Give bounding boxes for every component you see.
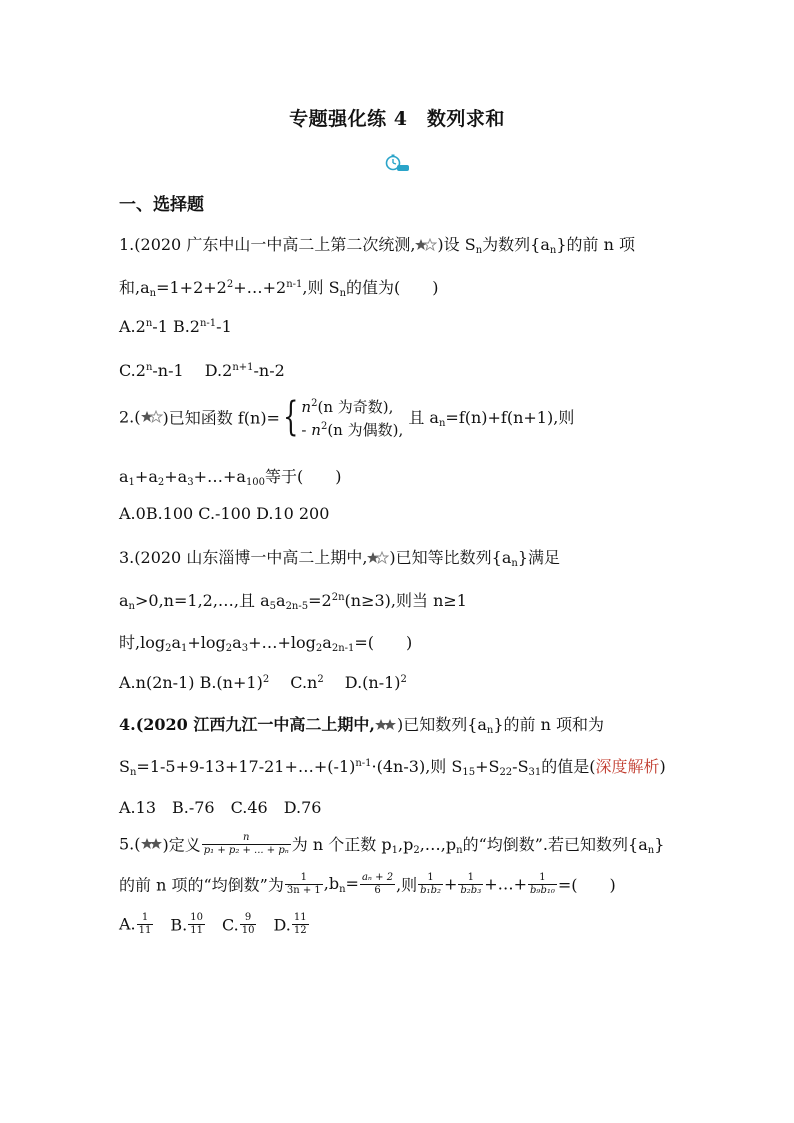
fraction: $\frac{1}{\text{b₉b₁₀}}$ [530,872,555,896]
question-4-options: A.13 B.-76 C.46 D.76 [119,798,322,817]
mean-reciprocal-fraction: $\frac{n}{\text{p₁ + p₂ + ... + pₙ}}$ [203,832,289,856]
section-heading: 一、选择题 [119,195,204,215]
fraction: $\frac{1}{\text{b₁b₂}}$ [420,872,441,896]
question-2-line-2: $a_1+a_2+a_3+\dots+a_{100}$等于( ) [119,467,342,488]
question-1-options-ab: A.2$^n$-1 B.2$^{n-1}$-1 [119,317,232,336]
fraction: $\frac{1}{\text{b₂b₃}}$ [460,872,482,896]
question-3-line-2: $a_n>0,n=1,2,\dots$,且 $a_5a_{2n-5}=2^{2n}(n\ge 3)$,则当 n≥1 [119,591,467,612]
question-5-line-2: 的前 n 项的“均倒数”为 $\frac{1}{3n + 1}$ $,b_n=$ $\frac{\text{aₙ + 2}}{6}$ ,则 $\frac{1}{\text{b₁b₂}}$ + $\frac{1}{\text{b₂b₃}}$ +…+ $\frac{1}{\text{b₉b₁₀}}$ =( ) [119,872,616,896]
difficulty-stars-icon [367,551,389,565]
fraction: $\frac{\text{aₙ + 2}}{6}$ [361,872,394,896]
question-1-line-1: 1.(2020 广东中山一中高二上第二次统测, )设 $S_n$为数列$\{a_n\}$的前 n 项 [119,235,636,256]
question-1-line-2: 和$,a_n=1+2+2^2+\dots+2^{n-1}$,则 $S_n$的值为( ) [119,278,439,299]
difficulty-stars-icon [141,837,163,851]
question-3-line-3: 时$,\log_2a_1+\log_2a_3+\dots+\log_2a_{2n-1}=$( ) [119,633,413,654]
difficulty-stars-icon [415,238,437,252]
question-3-options: A.n(2n-1) $B.(n+1)^2$ $C.n^2$ $D.(n-1)^2$ [119,673,407,692]
question-4-line-2: $S_n=1-5+9-13+17-21+\dots+(-1)^{n-1}\cdot(4n-3)$,则 $S_{15}+S_{22}-S_{31}$的值是(深度解析) [119,757,666,778]
fraction: $\frac{1}{3n + 1}$ [286,872,321,896]
difficulty-stars-icon [375,718,397,732]
fraction: $\frac{11}{12}$ [293,912,307,936]
deep-analysis-link[interactable]: 深度解析 [595,757,660,776]
question-2-options: A.0B.100 C.-100 D.10 200 [119,504,330,523]
question-2-line-1: 2.( )已知函数 f(n)={ $n^2(n$ 为奇数), - $n^2(n$ 为偶数), 且 $a_n=f(n)+f(n+1)$,则 [119,394,575,440]
question-1-options-cd: C.2$^n$-n-1 $D.2^{n+1}-n-2$ [119,361,285,380]
question-5-options: A. $\frac{1}{11}$ B. $\frac{10}{11}$ C. $\frac{9}{10}$ D. $\frac{11}{12}$ [119,912,307,936]
difficulty-stars-icon [141,410,163,424]
question-4-line-1: 4.(2020 江西九江一中高二上期中, )已知数列$\{a_n\}$的前 n 项和为 [119,715,605,736]
fraction: $\frac{1}{11}$ [138,912,152,936]
piecewise-brace: { [283,394,299,440]
piecewise-cases: $n^2(n$ 为奇数), - $n^2(n$ 为偶数), [301,398,404,439]
fraction: $\frac{10}{11}$ [190,912,203,936]
stopwatch-icon [384,154,410,172]
page-title: 专题强化练 4 数列求和 [289,108,505,130]
question-5-line-1: 5.( )定义 $\frac{n}{\text{p₁ + p₂ + ... + pₙ}}$ 为 n 个正数 $p_1,p_2,\dots,p_n$的“均倒数”.若已知数列$\{a_n\}$ [119,832,665,856]
question-3-line-1: 3.(2020 山东淄博一中高二上期中, )已知等比数列$\{a_n\}$满足 [119,548,561,569]
fraction: $\frac{9}{10}$ [241,912,255,936]
